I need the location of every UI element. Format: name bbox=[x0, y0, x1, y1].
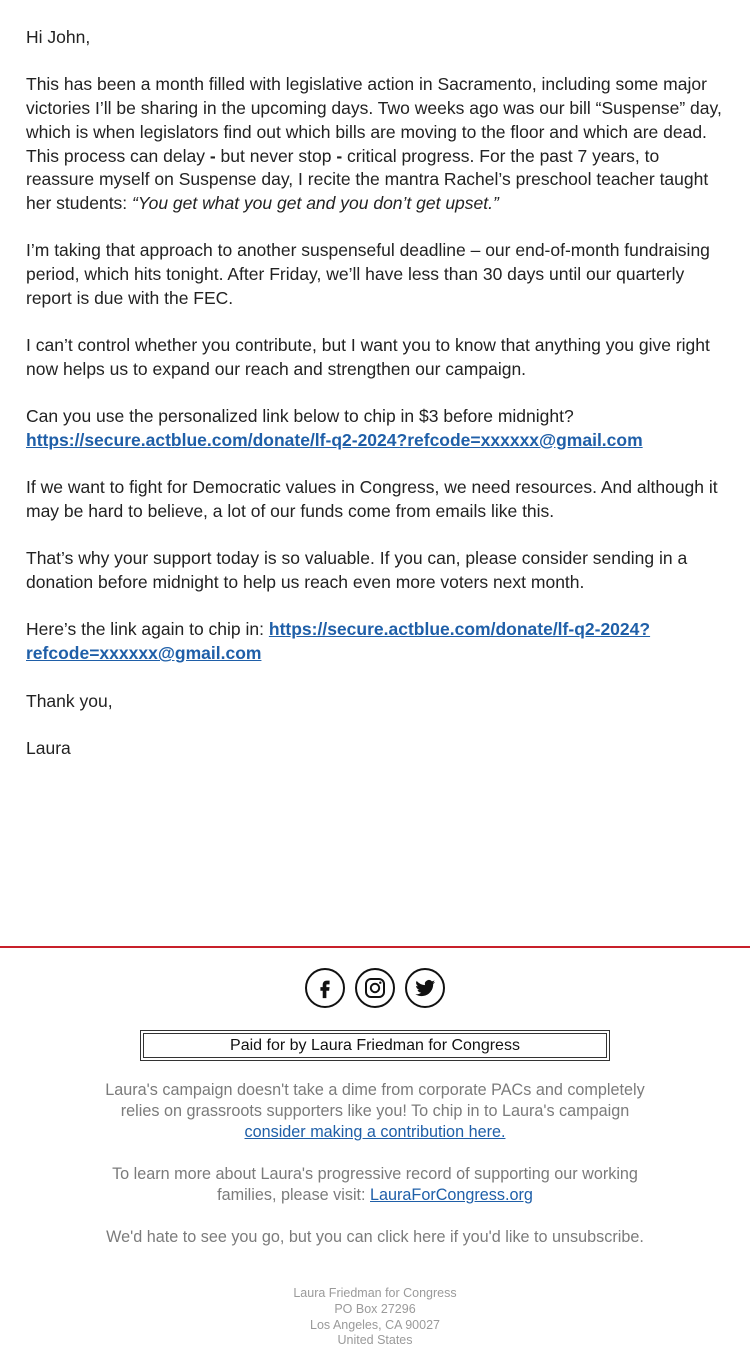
social-links bbox=[0, 968, 750, 1008]
paragraph-text: Here’s the link again to chip in: bbox=[26, 619, 269, 640]
greeting: Hi John, bbox=[26, 27, 91, 47]
unsubscribe-text[interactable]: We'd hate to see you go, but you can click here if you'd like to unsubscribe. bbox=[106, 1228, 644, 1247]
paragraph-text: This has been a month filled with legislative action in Sacramento, including some major victories I’ll be sharing in the upcoming days. Two weeks ago was our bill “Suspense” day, which is when legislators find out which bills are moving to the floor and which are dead. This process can delay bbox=[26, 74, 722, 166]
footer bbox=[0, 946, 750, 1348]
learn-more-text: To learn more about Laura's progressive record of supporting our working families, please visit: bbox=[112, 1165, 638, 1205]
paragraph-resources: If we want to fight for Democratic values in Congress, we need resources. And although it may be hard to believe, a lot of our funds come from emails like this. bbox=[26, 477, 718, 521]
signature: Laura bbox=[26, 737, 71, 758]
donate-link[interactable]: https://secure.actblue.com/donate/lf-q2-2024?refcode=xxxxxx@gmail.com bbox=[26, 429, 643, 450]
address-name: Laura Friedman for Congress bbox=[293, 1286, 457, 1301]
campaign-text: Laura's campaign doesn't take a dime from corporate PACs and completely relies on grassroots supporters like you! To chip in to Laura's campaign bbox=[105, 1081, 645, 1121]
facebook-icon[interactable] bbox=[305, 968, 345, 1008]
paragraph-suspense bbox=[26, 73, 724, 215]
paid-for-disclaimer: Paid for by Laura Friedman for Congress bbox=[143, 1033, 607, 1058]
paragraph-text: Can you use the personalized link below to chip in $3 before midnight? bbox=[26, 406, 574, 427]
paragraph-text: critical progress. For the past 7 years, to reassure myself on Suspense day, I recite the mantra Rachel’s preschool teacher taught her students: bbox=[26, 145, 709, 213]
link-line: https://secure.actblue.com/donate/lf-q2-2024? bbox=[268, 619, 651, 640]
address-line2: Los Angeles, CA 90027 bbox=[310, 1317, 440, 1332]
mantra-quote: “You get what you get and you don’t get upset.” bbox=[132, 192, 499, 213]
paragraph-text: but never stop bbox=[215, 145, 337, 166]
link-line: refcode=xxxxxx@gmail.com bbox=[26, 643, 262, 664]
twitter-icon[interactable] bbox=[405, 968, 445, 1008]
address-line1: PO Box 27296 bbox=[334, 1301, 416, 1316]
paragraph-contribute: I can’t control whether you contribute, but I want you to know that anything you give right now helps us to expand our reach and strengthen our campaign. bbox=[26, 335, 710, 379]
instagram-icon[interactable] bbox=[355, 968, 395, 1008]
mailing-address bbox=[0, 1286, 750, 1348]
learn-more bbox=[95, 1164, 655, 1206]
paragraph-chip-in bbox=[26, 405, 724, 452]
address-country: United States bbox=[337, 1333, 413, 1348]
paragraph-deadline: I’m taking that approach to another suspenseful deadline – our end-of-month fundraising period, which hits tonight. After Friday, we’ll have less than 30 days until our quarterly report is due with the FEC. bbox=[26, 240, 710, 308]
closing: Thank you, bbox=[26, 690, 113, 711]
website-link[interactable]: LauraForCongress.org bbox=[370, 1186, 533, 1205]
paragraph-link-again bbox=[26, 618, 724, 665]
contribution-link[interactable]: consider making a contribution here. bbox=[244, 1123, 506, 1142]
campaign-blurb bbox=[95, 1080, 655, 1143]
dash: - bbox=[209, 145, 216, 166]
paragraph-support: That’s why your support today is so valuable. If you can, please consider sending in a donation before midnight to help us reach even more voters next month. bbox=[26, 548, 688, 593]
dash: - bbox=[336, 145, 343, 166]
